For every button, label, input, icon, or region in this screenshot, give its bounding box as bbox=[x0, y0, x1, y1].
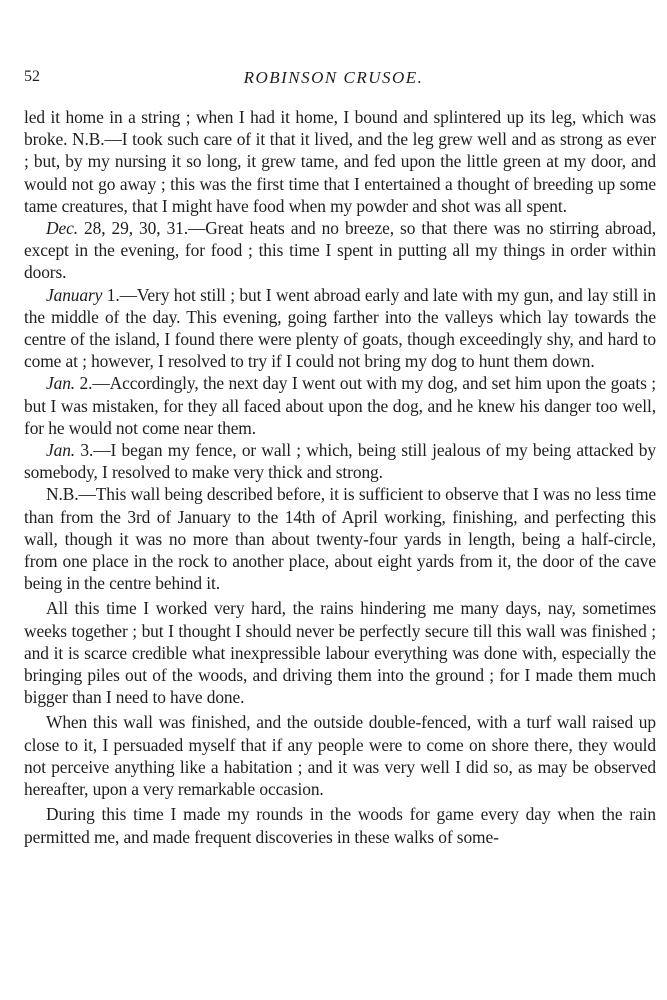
paragraph-text: 2.—Accordingly, the next day I went out with my dog, and set him upon the goats ; but I was mistaken, for they all faced about upon the dog, and he knew his danger too well, for he would not come near them. bbox=[24, 373, 656, 438]
running-title: ROBINSON CRUSOE. bbox=[243, 68, 424, 87]
paragraph-text: When this wall was finished, and the outside double-fenced, with a turf wall raised up close to it, I persuaded myself that if any people were to come on shore there, they would not perceive anything like a habitation ; and it was very well I did so, as may be observed hereafter, upon a very remarkable occasion. bbox=[24, 712, 656, 800]
paragraph-worked-hard bbox=[24, 597, 656, 708]
paragraph-lead: Dec. bbox=[46, 218, 78, 239]
paragraph-lead: Jan. bbox=[46, 373, 76, 394]
paragraph-text: led it home in a string ; when I had it home, I bound and splintered up its leg, which was broke. N.B.—I took such care of it that it lived, and the leg grew well and as strong as ever ; but, by my nursing it so long, it grew tame, and fed upon the little green at my door, and would not go away ; this was the first time that I entertained a thought of breeding up some tame creatures, that I might have food when my powder and shot was all spent. bbox=[24, 107, 656, 216]
paragraph-nb-wall bbox=[24, 483, 656, 594]
paragraph-jan-2 bbox=[24, 372, 656, 439]
paragraph-1 bbox=[24, 106, 656, 217]
paragraph-wall-finished bbox=[24, 711, 656, 800]
page-number: 52 bbox=[24, 68, 40, 85]
paragraph-dec-28 bbox=[24, 217, 656, 284]
paragraph-text: During this time I made my rounds in the woods for game every day when the rain permitted me, and made frequent discoveries in these walks of some- bbox=[24, 804, 656, 847]
paragraph-lead: Jan. bbox=[46, 440, 76, 461]
paragraph-january-1 bbox=[24, 284, 656, 373]
paragraph-lead: January bbox=[46, 284, 103, 305]
paragraph-text: N.B.—This wall being described before, it is sufficient to observe that I was no less time than from the 3rd of January to the 14th of April working, finishing, and perfecting this wall, though it was no more than about twenty-four yards in length, being a half-circle, from one place in the rock to another place, about eight yards from it, the door of the cave being in the centre behind it. bbox=[24, 484, 656, 594]
paragraph-rounds bbox=[24, 803, 656, 847]
paragraph-text: 3.—I began my fence, or wall ; which, being still jealous of my being attacked by somebody, I resolved to make very thick and strong. bbox=[24, 440, 656, 483]
body-text bbox=[24, 106, 656, 848]
page-header bbox=[24, 68, 643, 92]
paragraph-text: 28, 29, 30, 31.—Great heats and no breeze, so that there was no stirring abroad, except in the evening, for food ; this time I spent in putting all my things in order within doors. bbox=[24, 218, 656, 283]
paragraph-text: All this time I worked very hard, the rains hindering me many days, nay, sometimes weeks together ; but I thought I should never be perfectly secure till this wall was finished ; and it is scarce credible what inexpressible labour everything was done with, especially the bringing piles out of the woods, and driving them into the ground ; for I made them much bigger than I need to have done. bbox=[24, 598, 656, 708]
paragraph-text: 1.—Very hot still ; but I went abroad early and late with my gun, and lay still in the middle of the day. This evening, going farther into the valleys which lay towards the centre of the island, I found there were plenty of goats, though exceedingly shy, and hard to come at ; however, I resolved to try if I could not bring my dog to hunt them down. bbox=[24, 284, 656, 372]
paragraph-jan-3 bbox=[24, 439, 656, 483]
